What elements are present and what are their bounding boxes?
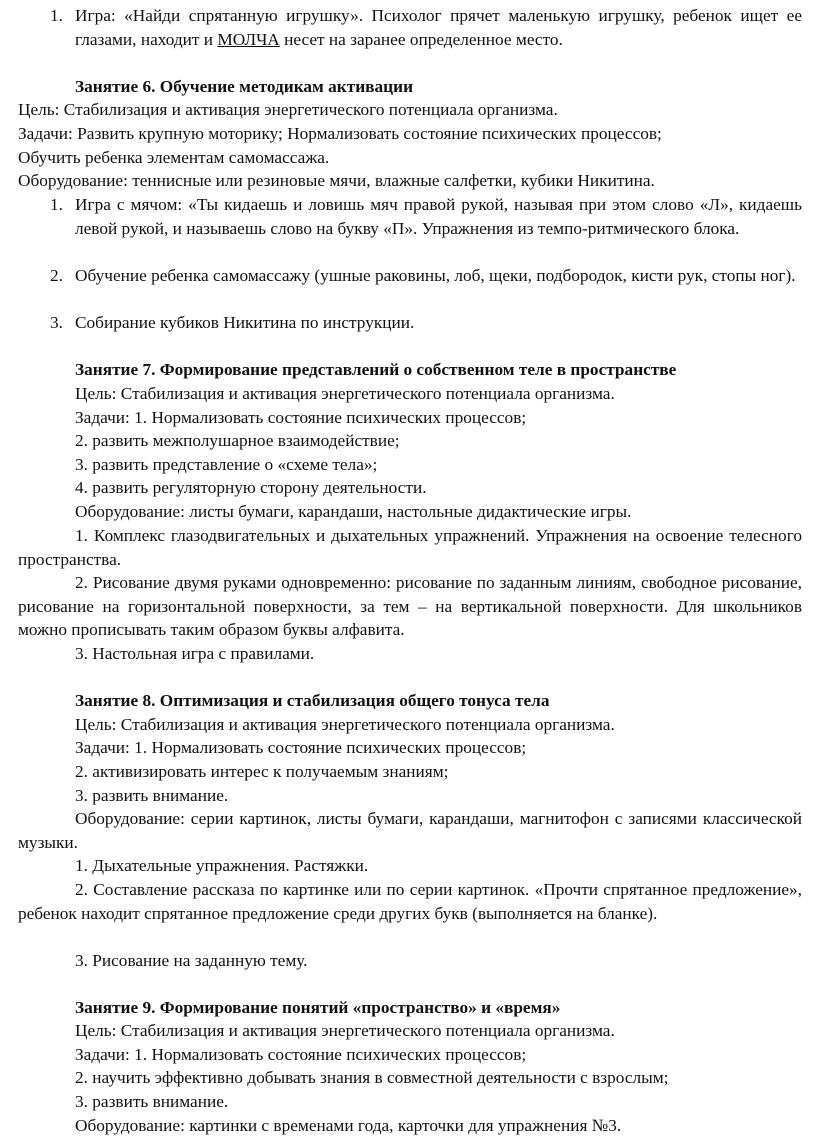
section-8-equipment: Оборудование: серии картинок, листы бумаги, карандаши, магнитофон с записями классической музыки. <box>18 809 802 852</box>
section-9-task: Задачи: 1. Нормализовать состояние психических процессов; <box>75 1045 527 1064</box>
section-7-paragraph: 3. Настольная игра с правилами. <box>75 644 315 663</box>
section-7-task: Задачи: 1. Нормализовать состояние психических процессов; <box>75 408 527 427</box>
section-8-paragraph: 1. Дыхательные упражнения. Растяжки. <box>75 856 369 875</box>
section-7-task: 3. развить представление о «схеме тела»; <box>75 455 378 474</box>
list-item: Собирание кубиков Никитина по инструкции. <box>75 313 415 332</box>
section-9-task: 3. развить внимание. <box>75 1092 229 1111</box>
section-7-equipment: Оборудование: листы бумаги, карандаши, настольные дидактические игры. <box>75 502 632 521</box>
intro-text: Игра: «Найди спрятанную игрушку». Психолог прячет маленькую игрушку, ребенок ищет ее глазами, находит и <box>75 6 802 49</box>
section-6-title: Занятие 6. Обучение методикам активации <box>75 77 414 96</box>
list-number: 1. <box>50 195 63 214</box>
section-6-equipment: Оборудование: теннисные или резиновые мячи, влажные салфетки, кубики Никитина. <box>18 171 655 190</box>
section-7-paragraph: 1. Комплекс глазодвигательных и дыхательных упражнений. Упражнения на освоение телесного пространства. <box>18 526 802 569</box>
section-9-equipment: Оборудование: картинки с временами года, карточки для упражнения №3. <box>75 1116 622 1135</box>
intro-list-item <box>75 4 802 51</box>
list-number: 3. <box>50 313 63 332</box>
list-item: Игра с мячом: «Ты кидаешь и ловишь мяч правой рукой, называя при этом слово «Л», кидаешь левой рукой, и называешь слово на букву «П». Упражнения из темпо-ритмического блока. <box>75 195 802 238</box>
section-7-task: 2. развить межполушарное взаимодействие; <box>75 431 400 450</box>
section-6-tasks-2: Обучить ребенка элементам самомассажа. <box>18 148 330 167</box>
underlined-word: МОЛЧА <box>217 29 280 49</box>
section-6-tasks: Задачи: Развить крупную моторику; Нормализовать состояние психических процессов; <box>18 124 662 143</box>
section-9-task: 2. научить эффективно добывать знания в совместной деятельности с взрослым; <box>75 1068 669 1087</box>
list-number: 1. <box>50 6 63 25</box>
section-8-task: 3. развить внимание. <box>75 786 229 805</box>
section-8-task: 2. активизировать интерес к получаемым знаниям; <box>75 762 449 781</box>
section-8-paragraph: 3. Рисование на заданную тему. <box>75 951 308 970</box>
section-7-paragraph: 2. Рисование двумя руками одновременно: рисование по заданным линиям, свободное рисование, рисование на горизонтальной поверхности, за тем – на вертикальной поверхности. Для школьников можно прописывать таким образом буквы алфавита. <box>18 573 802 640</box>
section-7-goal: Цель: Стабилизация и активация энергетического потенциала организма. <box>75 384 615 403</box>
list-number: 2. <box>50 266 63 285</box>
section-7-task: 4. развить регуляторную сторону деятельности. <box>75 478 427 497</box>
section-8-paragraph: 2. Составление рассказа по картинке или по серии картинок. «Прочти спрятанное предложение», ребенок находит спрятанное предложение среди других букв (выполняется на бланке). <box>18 880 802 923</box>
section-8-task: Задачи: 1. Нормализовать состояние психических процессов; <box>75 738 527 757</box>
section-7-title: Занятие 7. Формирование представлений о собственном теле в пространстве <box>75 360 677 379</box>
section-9-goal: Цель: Стабилизация и активация энергетического потенциала организма. <box>75 1021 615 1040</box>
section-6-goal: Цель: Стабилизация и активация энергетического потенциала организма. <box>18 100 558 119</box>
section-8-goal: Цель: Стабилизация и активация энергетического потенциала организма. <box>75 715 615 734</box>
intro-text-end: несет на заранее определенное место. <box>279 29 563 49</box>
list-item: Обучение ребенка самомассажу (ушные раковины, лоб, щеки, подбородок, кисти рук, стопы ног). <box>75 266 796 285</box>
section-8-title: Занятие 8. Оптимизация и стабилизация общего тонуса тела <box>75 691 550 710</box>
section-9-title: Занятие 9. Формирование понятий «пространство» и «время» <box>75 998 561 1017</box>
